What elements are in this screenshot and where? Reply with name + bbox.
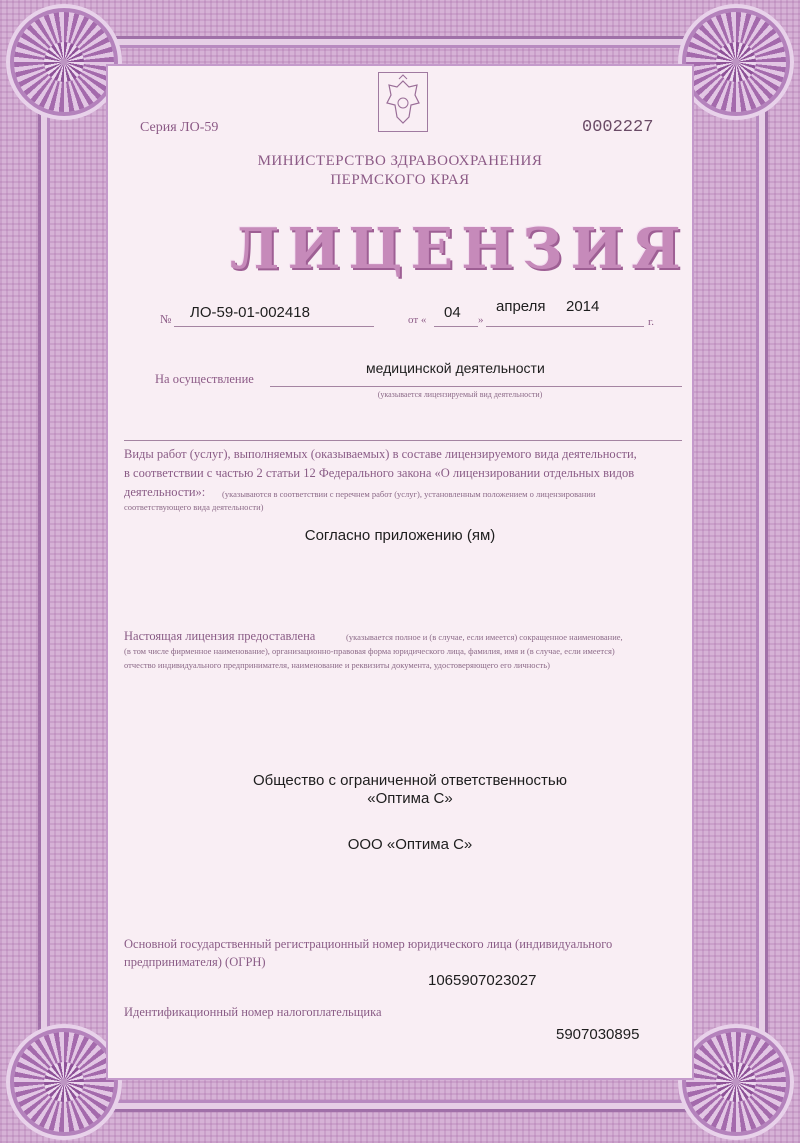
corner-rosette-bottom-right [686,1032,786,1132]
works-text-line-2: в соответствии с частью 2 статьи 12 Федерального закона «О лицензировании отдельных видов [124,466,635,480]
license-number: ЛО-59-01-002418 [190,304,310,321]
corner-rosette-top-right [686,12,786,112]
day-line [434,326,478,327]
works-hint-line-2: соответствующего вида деятельности) [124,502,264,512]
licensee-hint-line-2: (в том числе фирменное наименование), организационно-правовая форма юридического лица, фамилия, имя и (в случае, если имеется) [124,646,615,656]
works-text-line-1: Виды работ (услуг), выполняемых (оказываемых) в составе лицензируемого вида деятельности, [124,447,637,461]
activity-line [270,386,682,387]
document-title: ЛИЦЕНЗИЯ [230,216,689,282]
corner-rosette-top-left [14,12,114,112]
ogrn-value: 1065907023027 [428,972,537,989]
coat-of-arms-icon [378,72,428,132]
licensee-hint-line-3: отчество индивидуального предпринимателя, наименование и реквизиты документа, удостоверяющего его личность) [124,660,550,670]
licensee-text: Настоящая лицензия предоставлена [124,629,316,643]
activity-label: На осуществление [155,372,254,386]
ogrn-label-line-2: предпринимателя) (ОГРН) [124,955,266,969]
month-year-line [486,326,644,327]
licensee-short-name: ООО «Оптима С» [347,836,473,853]
licensee-hint-line-1: (указывается полное и (в случае, если имеется) сокращенное наименование, [346,632,623,642]
activity-hint: (указывается лицензируемый вид деятельности) [377,390,543,399]
works-text-line-3: деятельности»: [124,485,206,499]
license-month: апреля [496,298,546,315]
form-number: 0002227 [582,118,654,137]
date-close-quote: » [478,314,484,326]
activity-value: медицинской деятельности [366,360,545,376]
date-from-label: от « [408,314,427,326]
corner-rosette-bottom-left [14,1032,114,1132]
works-value: Согласно приложению (ям) [304,527,496,544]
number-line [174,326,374,327]
licensee-full-name-line-1: Общество с ограниченной ответственностью [253,772,567,789]
ogrn-label-line-1: Основной государственный регистрационный номер юридического лица (индивидуального [124,937,613,951]
inn-value: 5907030895 [556,1026,640,1043]
year-suffix: г. [648,316,655,328]
works-top-line [124,440,682,441]
license-year: 2014 [566,298,600,315]
ministry-line-1: МИНИСТЕРСТВО ЗДРАВООХРАНЕНИЯ [257,153,543,169]
licensee-full-name-line-2: «Оптима С» [367,790,453,807]
license-day: 04 [444,304,461,321]
works-hint-line-1: (указываются в соответствии с перечнем работ (услуг), установленным положением о лицензировании [222,489,596,499]
inn-label: Идентификационный номер налогоплательщика [124,1005,382,1019]
ministry-line-2: ПЕРМСКОГО КРАЯ [330,172,470,188]
number-sign: № [160,312,172,326]
series-label: Серия ЛО-59 [140,120,219,135]
